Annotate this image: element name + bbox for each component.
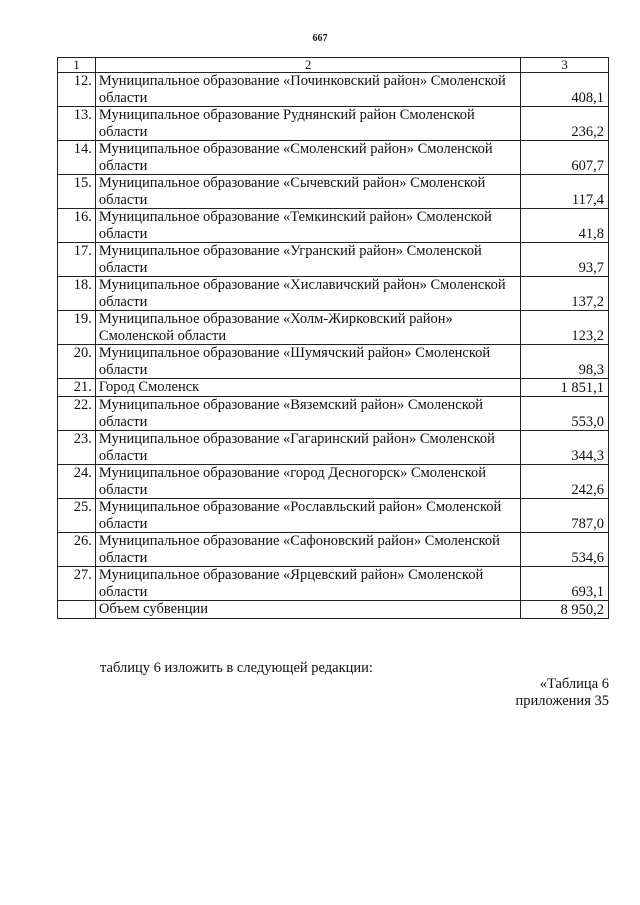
row-number: 23. xyxy=(58,431,96,465)
municipality-name: Муниципальное образование «Хиславичский район» Смоленской области xyxy=(95,277,520,311)
subvention-value: 344,3 xyxy=(521,431,609,465)
municipality-name: Муниципальное образование «Сафоновский район» Смоленской области xyxy=(95,533,520,567)
municipality-name: Муниципальное образование «город Десногорск» Смоленской области xyxy=(95,465,520,499)
municipality-name: Муниципальное образование «Сычевский район» Смоленской области xyxy=(95,175,520,209)
subvention-value: 98,3 xyxy=(521,345,609,379)
table-row xyxy=(58,107,609,141)
subvention-table xyxy=(57,57,609,619)
subvention-value: 534,6 xyxy=(521,533,609,567)
row-number: 24. xyxy=(58,465,96,499)
row-number: 27. xyxy=(58,567,96,601)
table-row xyxy=(58,397,609,431)
subvention-value: 123,2 xyxy=(521,311,609,345)
table-row xyxy=(58,345,609,379)
table-row xyxy=(58,465,609,499)
subvention-value: 607,7 xyxy=(521,141,609,175)
row-number: 15. xyxy=(58,175,96,209)
row-number: 19. xyxy=(58,311,96,345)
municipality-name: Муниципальное образование «Темкинский район» Смоленской области xyxy=(95,209,520,243)
table-row xyxy=(58,431,609,465)
row-number: 25. xyxy=(58,499,96,533)
municipality-name: Город Смоленск xyxy=(95,379,520,397)
municipality-name: Муниципальное образование «Гагаринский район» Смоленской области xyxy=(95,431,520,465)
subvention-value: 41,8 xyxy=(521,209,609,243)
row-number: 12. xyxy=(58,73,96,107)
total-empty-cell xyxy=(58,601,96,619)
municipality-name: Муниципальное образование Руднянский район Смоленской области xyxy=(95,107,520,141)
table-row xyxy=(58,567,609,601)
total-label: Объем субвенции xyxy=(95,601,520,619)
municipality-name: Муниципальное образование «Ярцевский район» Смоленской области xyxy=(95,567,520,601)
table-caption-appendix: приложения 35 xyxy=(515,693,609,709)
subvention-value: 236,2 xyxy=(521,107,609,141)
table-header-row xyxy=(58,58,609,73)
header-col-2: 2 xyxy=(95,58,520,73)
municipality-name: Муниципальное образование «Холм-Жирковский район» Смоленской области xyxy=(95,311,520,345)
table-row xyxy=(58,379,609,397)
table-caption-title: «Таблица 6 xyxy=(539,676,609,692)
page-number: 667 xyxy=(312,33,328,44)
header-col-3: 3 xyxy=(521,58,609,73)
table-row xyxy=(58,311,609,345)
table-row xyxy=(58,533,609,567)
row-number: 21. xyxy=(58,379,96,397)
row-number: 20. xyxy=(58,345,96,379)
municipality-name: Муниципальное образование «Починковский район» Смоленской области xyxy=(95,73,520,107)
subvention-value: 242,6 xyxy=(521,465,609,499)
table-row xyxy=(58,73,609,107)
table-row xyxy=(58,243,609,277)
subvention-value: 553,0 xyxy=(521,397,609,431)
total-row xyxy=(58,601,609,619)
row-number: 14. xyxy=(58,141,96,175)
municipality-name: Муниципальное образование «Рославльский район» Смоленской области xyxy=(95,499,520,533)
municipality-name: Муниципальное образование «Шумячский район» Смоленской области xyxy=(95,345,520,379)
row-number: 22. xyxy=(58,397,96,431)
subvention-value: 787,0 xyxy=(521,499,609,533)
table-row xyxy=(58,141,609,175)
table-row xyxy=(58,499,609,533)
subvention-value: 1 851,1 xyxy=(521,379,609,397)
subvention-value: 693,1 xyxy=(521,567,609,601)
municipality-name: Муниципальное образование «Вяземский район» Смоленской области xyxy=(95,397,520,431)
municipality-name: Муниципальное образование «Угранский район» Смоленской области xyxy=(95,243,520,277)
header-col-1: 1 xyxy=(58,58,96,73)
total-value: 8 950,2 xyxy=(521,601,609,619)
row-number: 18. xyxy=(58,277,96,311)
amendment-text: таблицу 6 изложить в следующей редакции: xyxy=(100,660,373,676)
row-number: 16. xyxy=(58,209,96,243)
table-row xyxy=(58,209,609,243)
row-number: 17. xyxy=(58,243,96,277)
subvention-value: 117,4 xyxy=(521,175,609,209)
subvention-value: 93,7 xyxy=(521,243,609,277)
subvention-value: 408,1 xyxy=(521,73,609,107)
municipality-name: Муниципальное образование «Смоленский район» Смоленской области xyxy=(95,141,520,175)
subvention-value: 137,2 xyxy=(521,277,609,311)
row-number: 13. xyxy=(58,107,96,141)
row-number: 26. xyxy=(58,533,96,567)
table-row xyxy=(58,175,609,209)
table-row xyxy=(58,277,609,311)
